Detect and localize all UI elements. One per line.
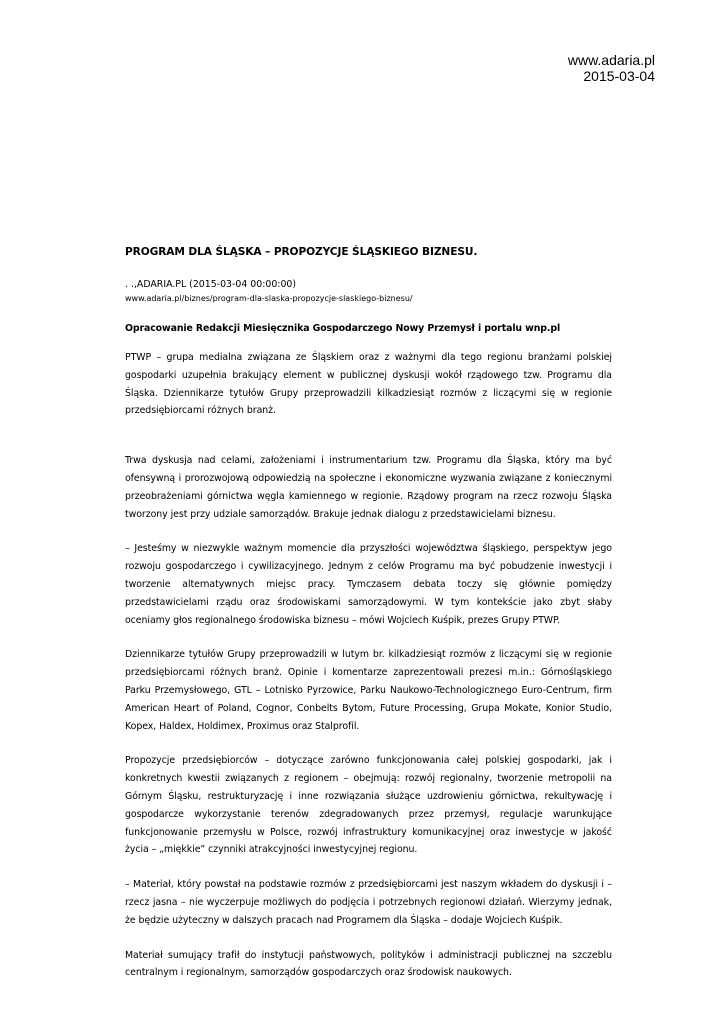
paragraph: – Materiał, który powstał na podstawie rozmów z przedsiębiorcami jest naszym wkładem do dyskusji i – rzecz jasna – nie wyczerpuje możliwych do podjęcia i potrzebnych regionowi działań. Wierzymy jednak, że będzie użyteczny w dalszych pracach nad Programem dla Śląska – dodaje Wojciech Kuśpik. <box>125 879 612 926</box>
paragraph: Trwa dyskusja nad celami, założeniami i instrumentarium tzw. Programu dla Śląska, który ma być ofensywną i prorozwojową odpowiedzią na społeczne i ekonomiczne wyzwania związane z koniecznymi przeobrażeniami górnictwa węgla kamiennego w regionie. Rządowy program na rzecz rozwoju Śląska tworzony jest przy udziale samorządów. Brakuje jednak dialogu z przedstawicielami biznesu. <box>125 455 612 520</box>
article-title: PROGRAM DLA ŚLĄSKA – PROPOZYCJE ŚLĄSKIEGO BIZNESU. <box>125 246 478 258</box>
site-name: www.adaria.pl <box>567 52 655 68</box>
source-line: . .,ADARIA.PL (2015-03-04 00:00:00) <box>125 279 297 290</box>
article-body <box>125 246 612 982</box>
publication-date: 2015-03-04 <box>583 68 655 84</box>
paragraph: Materiał sumujący trafił do instytucji państwowych, polityków i administracji publicznej na szczeblu centralnym i regionalnym, samorządów gospodarczych oraz środowisk naukowych. <box>125 949 612 979</box>
article-url: www.adaria.pl/biznes/program-dla-slaska-propozycje-slaskiego-biznesu/ <box>125 294 413 303</box>
document-header <box>568 52 655 84</box>
paragraph: Propozycje przedsiębiorców – dotyczące zarówno funkcjonowania całej polskiej gospodarki, jak i konkretnych kwestii związanych z regionem – obejmują: rozwój regionalny, tworzenie metropolii na Górnym Śląsku, restrukturyzację i inne rozwiązania służące uzdrowieniu górnictwa, rekultywację i gospodarcze wykorzystanie terenów zdegradowanych przez przemysł, regulacje warunkujące funkcjonowanie przemysłu w Polsce, rozwój infrastruktury komunikacyjnej oraz inwestycje w jakość życia – „miękkie” czynniki atrakcyjności inwestycyjnej regionu. <box>125 755 612 856</box>
paragraph: – Jesteśmy w niezwykle ważnym momencie dla przyszłości województwa śląskiego, perspektyw jego rozwoju gospodarczego i cywilizacyjnego. Jednym z celów Programu ma być pobudzenie inwestycji i tworzenie alternatywnych miejsc pracy. Tymczasem debata toczy się głównie pomiędzy przedstawicielami rządu oraz środowiskami samorządowymi. W tym kontekście jako zbyt słaby oceniamy głos regionalnego środowiska biznesu – mówi Wojciech Kuśpik, prezes Grupy PTWP. <box>125 543 612 626</box>
article-subheading: Opracowanie Redakcji Miesięcznika Gospodarczego Nowy Przemysł i portalu wnp.pl <box>125 323 561 334</box>
paragraph: PTWP – grupa medialna związana ze Śląskiem oraz z ważnymi dla tego regionu branżami polskiej gospodarki uzupełnia brakujący element w publicznej dyskusji wokół rządowego tzw. Programu dla Śląska. Dziennikarze tytułów Grupy przeprowadzili kilkadziesiąt rozmów z liczącymi się w regionie przedsiębiorcami różnych branż. <box>125 352 612 417</box>
paragraph: Dziennikarze tytułów Grupy przeprowadzili w lutym br. kilkadziesiąt rozmów z liczącymi się w regionie przedsiębiorcami różnych branż. Opinie i komentarze zaprezentowali prezesi m.in.: Górnośląskiego Parku Przemysłowego, GTL – Lotnisko Pyrzowice, Parku Naukowo-Technologicznego Euro-Centrum, firm American Heart of Poland, Cognor, Conbelts Bytom, Future Processing, Grupa Mokate, Konior Studio, Kopex, Haldex, Holdimex, Proximus oraz Stalprofil. <box>125 649 612 732</box>
